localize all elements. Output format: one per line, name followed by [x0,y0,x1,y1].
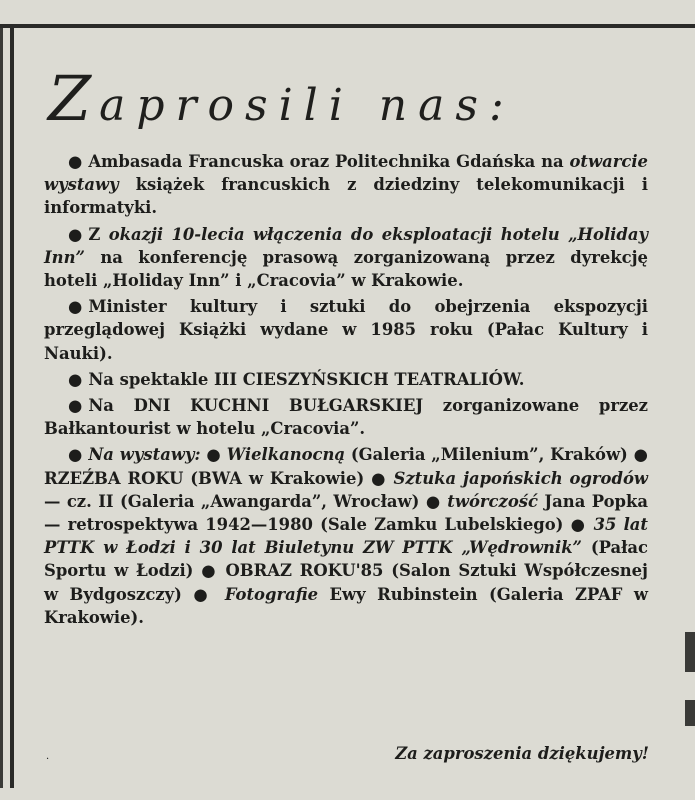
item-text: 35 lat PTTK w Łodzi i 30 lat Biuletynu ZW PTTK „Wędrownik” [44,515,649,558]
bullet-icon: ● [68,369,83,389]
item-text: Jana Popka — retrospektywa 1942—1980 (Sale Zamku Lubelskiego) ● [44,491,648,535]
item-text: Ewy Rubinstein (Galeria ZPAF w Krakowie). [44,584,648,627]
item-text: Na DNI KUCHNI BUŁGARSKIEJ zorganizowane przez Bałkantourist w hotelu „Cracovia”. [44,396,648,439]
item-text: (Pałac Sportu w Łodzi) ● OBRAZ ROKU'85 (Salon Sztuki Współczesnej w Bydgoszczy) ● [44,538,648,604]
bullet-icon: ● [68,152,83,171]
bullet-icon: ● [68,396,83,416]
invitation-item [44,394,648,440]
invitations-list [44,150,648,632]
item-text: Na spektakle III CIESZYŃSKICH TEATRALIÓW. [88,369,525,389]
item-text: ● [206,445,227,465]
right-edge-mark-lower [685,700,695,726]
bullet-icon: ● [68,445,83,465]
item-text: twórczość [447,491,538,511]
heading-capital: Z [48,62,100,135]
bullet-icon: ● [68,297,83,317]
invitation-item [44,150,648,220]
top-border-rule [0,24,695,28]
item-text: okazji 10-lecia włączenia do eksploatacji hotelu „Holiday Inn” [44,224,648,267]
invitation-item [44,223,648,293]
left-outer-rule [0,28,3,788]
item-text: (Galeria „Milenium”, Kraków) ● RZEŹBA ROKU (BWA w Krakowie) ● [44,445,648,488]
item-text: Sztuka japońskich ogrodów [393,468,648,488]
closing-line: Za zaproszenia dziękujemy! [395,744,649,763]
invitation-item [44,368,648,391]
item-text: Fotografie [224,584,319,604]
column-heading [48,62,515,135]
item-text: Minister kultury i sztuki do obejrzenia ekspozycji przeglądowej Książki wydane w 1985 roku (Pałac Kultury i Nauki). [44,297,648,363]
item-text: na konferencję prasową zorganizowaną przez dyrekcję hoteli „Holiday Inn” i „Cracovia” w Krakowie. [44,247,648,291]
invitation-item [44,295,648,365]
item-text: Na wystawy: [88,445,207,465]
bullet-icon: ● [68,224,83,244]
item-text: Wielkanocną [226,445,346,465]
item-text: otwarcie wystawy [44,152,648,195]
item-text: Z [88,224,109,244]
item-text: książek francuskich z dziedziny telekomunikacji i informatyki. [44,175,648,218]
left-border-rule [10,28,14,788]
right-edge-mark [685,632,695,672]
item-text: — cz. II (Galeria „Awangarda”, Wrocław) ● [44,491,448,511]
heading-rest: aprosili nas: [99,80,515,131]
invitation-item [44,443,648,629]
item-text: Ambasada Francuska oraz Politechnika Gdańska na [88,152,570,171]
stray-dot: · [46,754,50,765]
